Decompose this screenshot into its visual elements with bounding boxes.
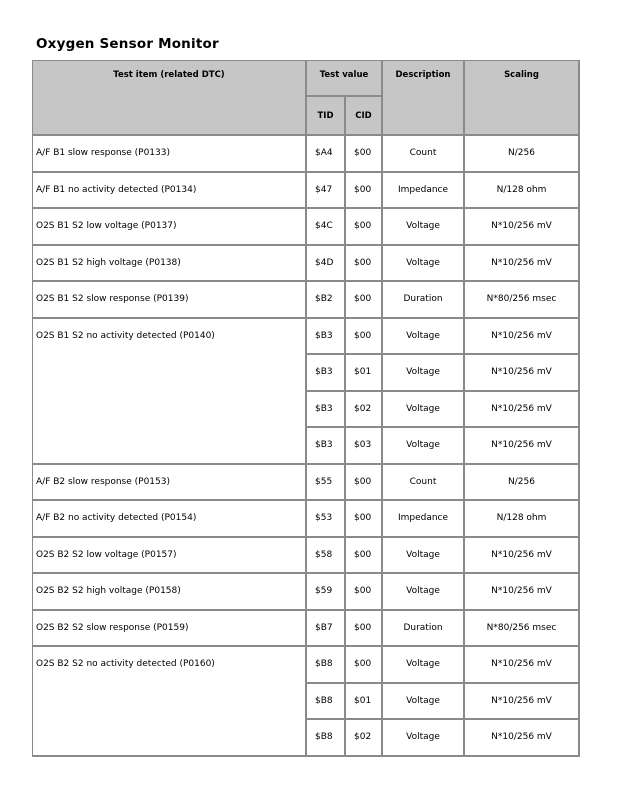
test-item-cell: O2S B2 S2 no activity detected (P0160) — [33, 647, 307, 757]
tid-cell: $B8 — [307, 684, 346, 721]
scaling-cell: N*80/256 msec — [465, 282, 580, 319]
test-item-cell: A/F B2 slow response (P0153) — [33, 465, 307, 502]
tid-cell: $47 — [307, 173, 346, 210]
scaling-cell: N*10/256 mV — [465, 392, 580, 429]
scaling-cell: N*10/256 mV — [465, 209, 580, 246]
tid-cell: $59 — [307, 574, 346, 611]
tid-cell: $B8 — [307, 647, 346, 684]
description-cell: Duration — [383, 282, 465, 319]
scaling-cell: N*10/256 mV — [465, 720, 580, 757]
scaling-cell: N*10/256 mV — [465, 355, 580, 392]
tid-cell: $A4 — [307, 136, 346, 173]
scaling-cell: N*10/256 mV — [465, 428, 580, 465]
table-row — [33, 173, 580, 210]
description-cell: Voltage — [383, 355, 465, 392]
scaling-cell: N*80/256 msec — [465, 611, 580, 648]
table-row — [33, 538, 580, 575]
tid-cell: $53 — [307, 501, 346, 538]
test-item-cell: O2S B1 S2 slow response (P0139) — [33, 282, 307, 319]
tid-cell: $B3 — [307, 355, 346, 392]
description-cell: Voltage — [383, 209, 465, 246]
scaling-cell: N/256 — [465, 465, 580, 502]
cid-cell: $02 — [346, 392, 383, 429]
oxygen-sensor-table — [32, 60, 580, 757]
header-tid: TID — [307, 97, 346, 136]
tid-cell: $4D — [307, 246, 346, 283]
description-cell: Impedance — [383, 173, 465, 210]
cid-cell: $00 — [346, 647, 383, 684]
scaling-cell: N*10/256 mV — [465, 319, 580, 356]
cid-cell: $00 — [346, 611, 383, 648]
header-test-item: Test item (related DTC) — [33, 61, 307, 136]
table-row — [33, 136, 580, 173]
header-cid: CID — [346, 97, 383, 136]
description-cell: Voltage — [383, 428, 465, 465]
table-row — [33, 611, 580, 648]
cid-cell: $00 — [346, 574, 383, 611]
table-header — [33, 61, 580, 136]
description-cell: Voltage — [383, 392, 465, 429]
header-scaling: Scaling — [465, 61, 580, 136]
page-title: Oxygen Sensor Monitor — [36, 36, 219, 52]
test-item-cell: O2S B2 S2 high voltage (P0158) — [33, 574, 307, 611]
test-item-cell: A/F B1 no activity detected (P0134) — [33, 173, 307, 210]
test-item-cell: O2S B1 S2 low voltage (P0137) — [33, 209, 307, 246]
tid-cell: $B3 — [307, 319, 346, 356]
test-item-cell: O2S B1 S2 no activity detected (P0140) — [33, 319, 307, 465]
cid-cell: $01 — [346, 684, 383, 721]
tid-cell: $B3 — [307, 392, 346, 429]
tid-cell: $B2 — [307, 282, 346, 319]
description-cell: Count — [383, 136, 465, 173]
cid-cell: $00 — [346, 465, 383, 502]
table-body — [33, 136, 580, 757]
scaling-cell: N/128 ohm — [465, 173, 580, 210]
scaling-cell: N*10/256 mV — [465, 538, 580, 575]
tid-cell: $B8 — [307, 720, 346, 757]
scaling-cell: N*10/256 mV — [465, 647, 580, 684]
table-row — [33, 501, 580, 538]
table-row — [33, 246, 580, 283]
cid-cell: $03 — [346, 428, 383, 465]
cid-cell: $02 — [346, 720, 383, 757]
scaling-cell: N/128 ohm — [465, 501, 580, 538]
table-row — [33, 574, 580, 611]
cid-cell: $00 — [346, 209, 383, 246]
test-item-cell: O2S B1 S2 high voltage (P0138) — [33, 246, 307, 283]
cid-cell: $00 — [346, 501, 383, 538]
description-cell: Voltage — [383, 720, 465, 757]
header-description: Description — [383, 61, 465, 136]
scaling-cell: N*10/256 mV — [465, 574, 580, 611]
table-row — [33, 209, 580, 246]
description-cell: Count — [383, 465, 465, 502]
description-cell: Voltage — [383, 246, 465, 283]
description-cell: Impedance — [383, 501, 465, 538]
table-row — [33, 282, 580, 319]
cid-cell: $00 — [346, 136, 383, 173]
description-cell: Duration — [383, 611, 465, 648]
scaling-cell: N*10/256 mV — [465, 246, 580, 283]
test-item-cell: A/F B1 slow response (P0133) — [33, 136, 307, 173]
tid-cell: $58 — [307, 538, 346, 575]
description-cell: Voltage — [383, 538, 465, 575]
description-cell: Voltage — [383, 319, 465, 356]
table-row — [33, 647, 580, 684]
cid-cell: $00 — [346, 319, 383, 356]
table-row — [33, 465, 580, 502]
test-item-cell: A/F B2 no activity detected (P0154) — [33, 501, 307, 538]
cid-cell: $00 — [346, 246, 383, 283]
header-test-value: Test value — [307, 61, 383, 97]
tid-cell: $B7 — [307, 611, 346, 648]
description-cell: Voltage — [383, 574, 465, 611]
table-row — [33, 319, 580, 356]
description-cell: Voltage — [383, 647, 465, 684]
cid-cell: $01 — [346, 355, 383, 392]
description-cell: Voltage — [383, 684, 465, 721]
scaling-cell: N*10/256 mV — [465, 684, 580, 721]
cid-cell: $00 — [346, 538, 383, 575]
test-item-cell: O2S B2 S2 slow response (P0159) — [33, 611, 307, 648]
cid-cell: $00 — [346, 282, 383, 319]
test-item-cell: O2S B2 S2 low voltage (P0157) — [33, 538, 307, 575]
tid-cell: $4C — [307, 209, 346, 246]
scaling-cell: N/256 — [465, 136, 580, 173]
tid-cell: $B3 — [307, 428, 346, 465]
tid-cell: $55 — [307, 465, 346, 502]
cid-cell: $00 — [346, 173, 383, 210]
